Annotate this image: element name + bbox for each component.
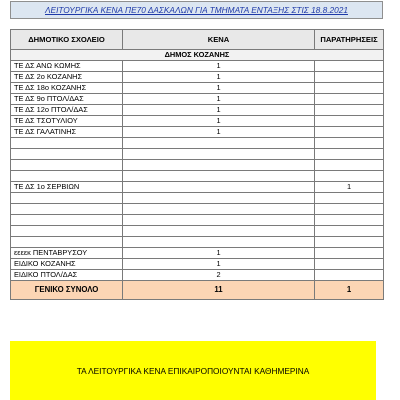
header-row xyxy=(11,30,384,50)
table-row xyxy=(11,116,384,127)
total-label: ΓΕΝΙΚΟ ΣΥΝΟΛΟ xyxy=(11,281,123,300)
remarks-cell xyxy=(315,61,384,72)
remarks-cell xyxy=(315,138,384,149)
remarks-cell xyxy=(315,94,384,105)
vacancies-cell xyxy=(123,138,315,149)
school-cell: εεεεκ ΠΕΝΤΑΒΡΥΣΟΥ xyxy=(11,248,123,259)
table-row xyxy=(11,193,384,204)
school-cell xyxy=(11,160,123,171)
remarks-cell: 1 xyxy=(315,182,384,193)
remarks-cell xyxy=(315,204,384,215)
total-row xyxy=(11,281,384,300)
table-row xyxy=(11,61,384,72)
vacancies-cell: 1 xyxy=(123,116,315,127)
remarks-cell xyxy=(315,193,384,204)
vacancies-cell: 1 xyxy=(123,259,315,270)
school-cell xyxy=(11,237,123,248)
school-cell: ΕΙΔΙΚΟ ΠΤΟΛ/ΔΑΣ xyxy=(11,270,123,281)
vacancies-cell: 1 xyxy=(123,248,315,259)
vacancies-table xyxy=(10,29,384,300)
school-cell: ΤΕ ΔΣ 9ο ΠΤΟΛ/ΔΑΣ xyxy=(11,94,123,105)
remarks-cell xyxy=(315,226,384,237)
update-banner xyxy=(10,341,376,400)
table-row xyxy=(11,259,384,270)
vacancies-cell: 1 xyxy=(123,83,315,94)
table-row xyxy=(11,215,384,226)
school-cell: ΤΕ ΔΣ ΓΑΛΑΤΙΝΗΣ xyxy=(11,127,123,138)
table-row xyxy=(11,182,384,193)
section-label: ΔΗΜΟΣ ΚΟΖΑΝΗΣ xyxy=(11,50,384,61)
vacancies-cell: 1 xyxy=(123,61,315,72)
remarks-cell xyxy=(315,83,384,94)
vacancies-cell xyxy=(123,215,315,226)
banner-text: ΤΑ ΛΕΙΤΟΥΡΓΙΚΑ ΚΕΝΑ ΕΠΙΚΑΙΡΟΠΟΙΟΥΝΤΑΙ ΚΑΘΗΜΕΡΙΝΑ xyxy=(76,365,310,376)
table-row xyxy=(11,226,384,237)
table-row xyxy=(11,83,384,94)
remarks-cell xyxy=(315,215,384,226)
school-cell xyxy=(11,138,123,149)
table-row xyxy=(11,204,384,215)
school-cell: ΤΕ ΔΣ ΤΣΟΤΥΛΙΟΥ xyxy=(11,116,123,127)
vacancies-cell xyxy=(123,182,315,193)
remarks-cell xyxy=(315,259,384,270)
school-cell xyxy=(11,226,123,237)
table-body xyxy=(11,50,384,281)
title-bar xyxy=(10,1,383,19)
school-cell: ΤΕ ΔΣ ΑΝΩ ΚΩΜΗΣ xyxy=(11,61,123,72)
school-cell: ΤΕ ΔΣ 18ο ΚΟΖΑΝΗΣ xyxy=(11,83,123,94)
vacancies-cell: 2 xyxy=(123,270,315,281)
vacancies-cell: 1 xyxy=(123,127,315,138)
table-row xyxy=(11,105,384,116)
vacancies-cell xyxy=(123,149,315,160)
section-row xyxy=(11,50,384,61)
vacancies-cell xyxy=(123,237,315,248)
vacancies-cell xyxy=(123,226,315,237)
sheet-title: ΛΕΙΤΟΥΡΓΙΚΑ ΚΕΝΑ ΠΕ70 ΔΑΣΚΑΛΩΝ ΓΙΑ ΤΜΗΜΑΤΑ ΕΝΤΑΞΗΣ ΣΤΙΣ 18.8.2021 xyxy=(45,5,348,15)
remarks-cell xyxy=(315,160,384,171)
total-vacancies: 11 xyxy=(123,281,315,300)
remarks-cell xyxy=(315,237,384,248)
vacancies-cell: 1 xyxy=(123,94,315,105)
school-cell: ΤΕ ΔΣ 1ο ΣΕΡΒΙΩΝ xyxy=(11,182,123,193)
remarks-cell xyxy=(315,127,384,138)
table-row xyxy=(11,149,384,160)
table-row xyxy=(11,270,384,281)
vacancies-cell xyxy=(123,171,315,182)
table-row xyxy=(11,72,384,83)
remarks-cell xyxy=(315,270,384,281)
table-row xyxy=(11,160,384,171)
remarks-cell xyxy=(315,105,384,116)
table-row xyxy=(11,237,384,248)
school-cell: ΤΕ ΔΣ 12ο ΠΤΟΛ/ΔΑΣ xyxy=(11,105,123,116)
remarks-cell xyxy=(315,149,384,160)
remarks-cell xyxy=(315,171,384,182)
school-cell: ΤΕ ΔΣ 2ο ΚΟΖΑΝΗΣ xyxy=(11,72,123,83)
header-school: ΔΗΜΟΤΙΚΟ ΣΧΟΛΕΙΟ xyxy=(11,30,123,50)
remarks-cell xyxy=(315,248,384,259)
school-cell xyxy=(11,149,123,160)
vacancies-cell xyxy=(123,160,315,171)
table-row xyxy=(11,127,384,138)
vacancies-cell xyxy=(123,204,315,215)
vacancies-cell xyxy=(123,193,315,204)
header-remarks: ΠΑΡΑΤΗΡΗΣΕΙΣ xyxy=(315,30,384,50)
school-cell xyxy=(11,171,123,182)
table-row xyxy=(11,171,384,182)
table-row xyxy=(11,248,384,259)
remarks-cell xyxy=(315,116,384,127)
vacancies-cell: 1 xyxy=(123,105,315,116)
school-cell xyxy=(11,215,123,226)
school-cell xyxy=(11,193,123,204)
remarks-cell xyxy=(315,72,384,83)
vacancies-cell: 1 xyxy=(123,72,315,83)
header-vacancies: ΚΕΝΑ xyxy=(123,30,315,50)
school-cell xyxy=(11,204,123,215)
table-row xyxy=(11,138,384,149)
total-remarks: 1 xyxy=(315,281,384,300)
school-cell: ΕΙΔΙΚΟ ΚΟΖΑΝΗΣ xyxy=(11,259,123,270)
table-row xyxy=(11,94,384,105)
